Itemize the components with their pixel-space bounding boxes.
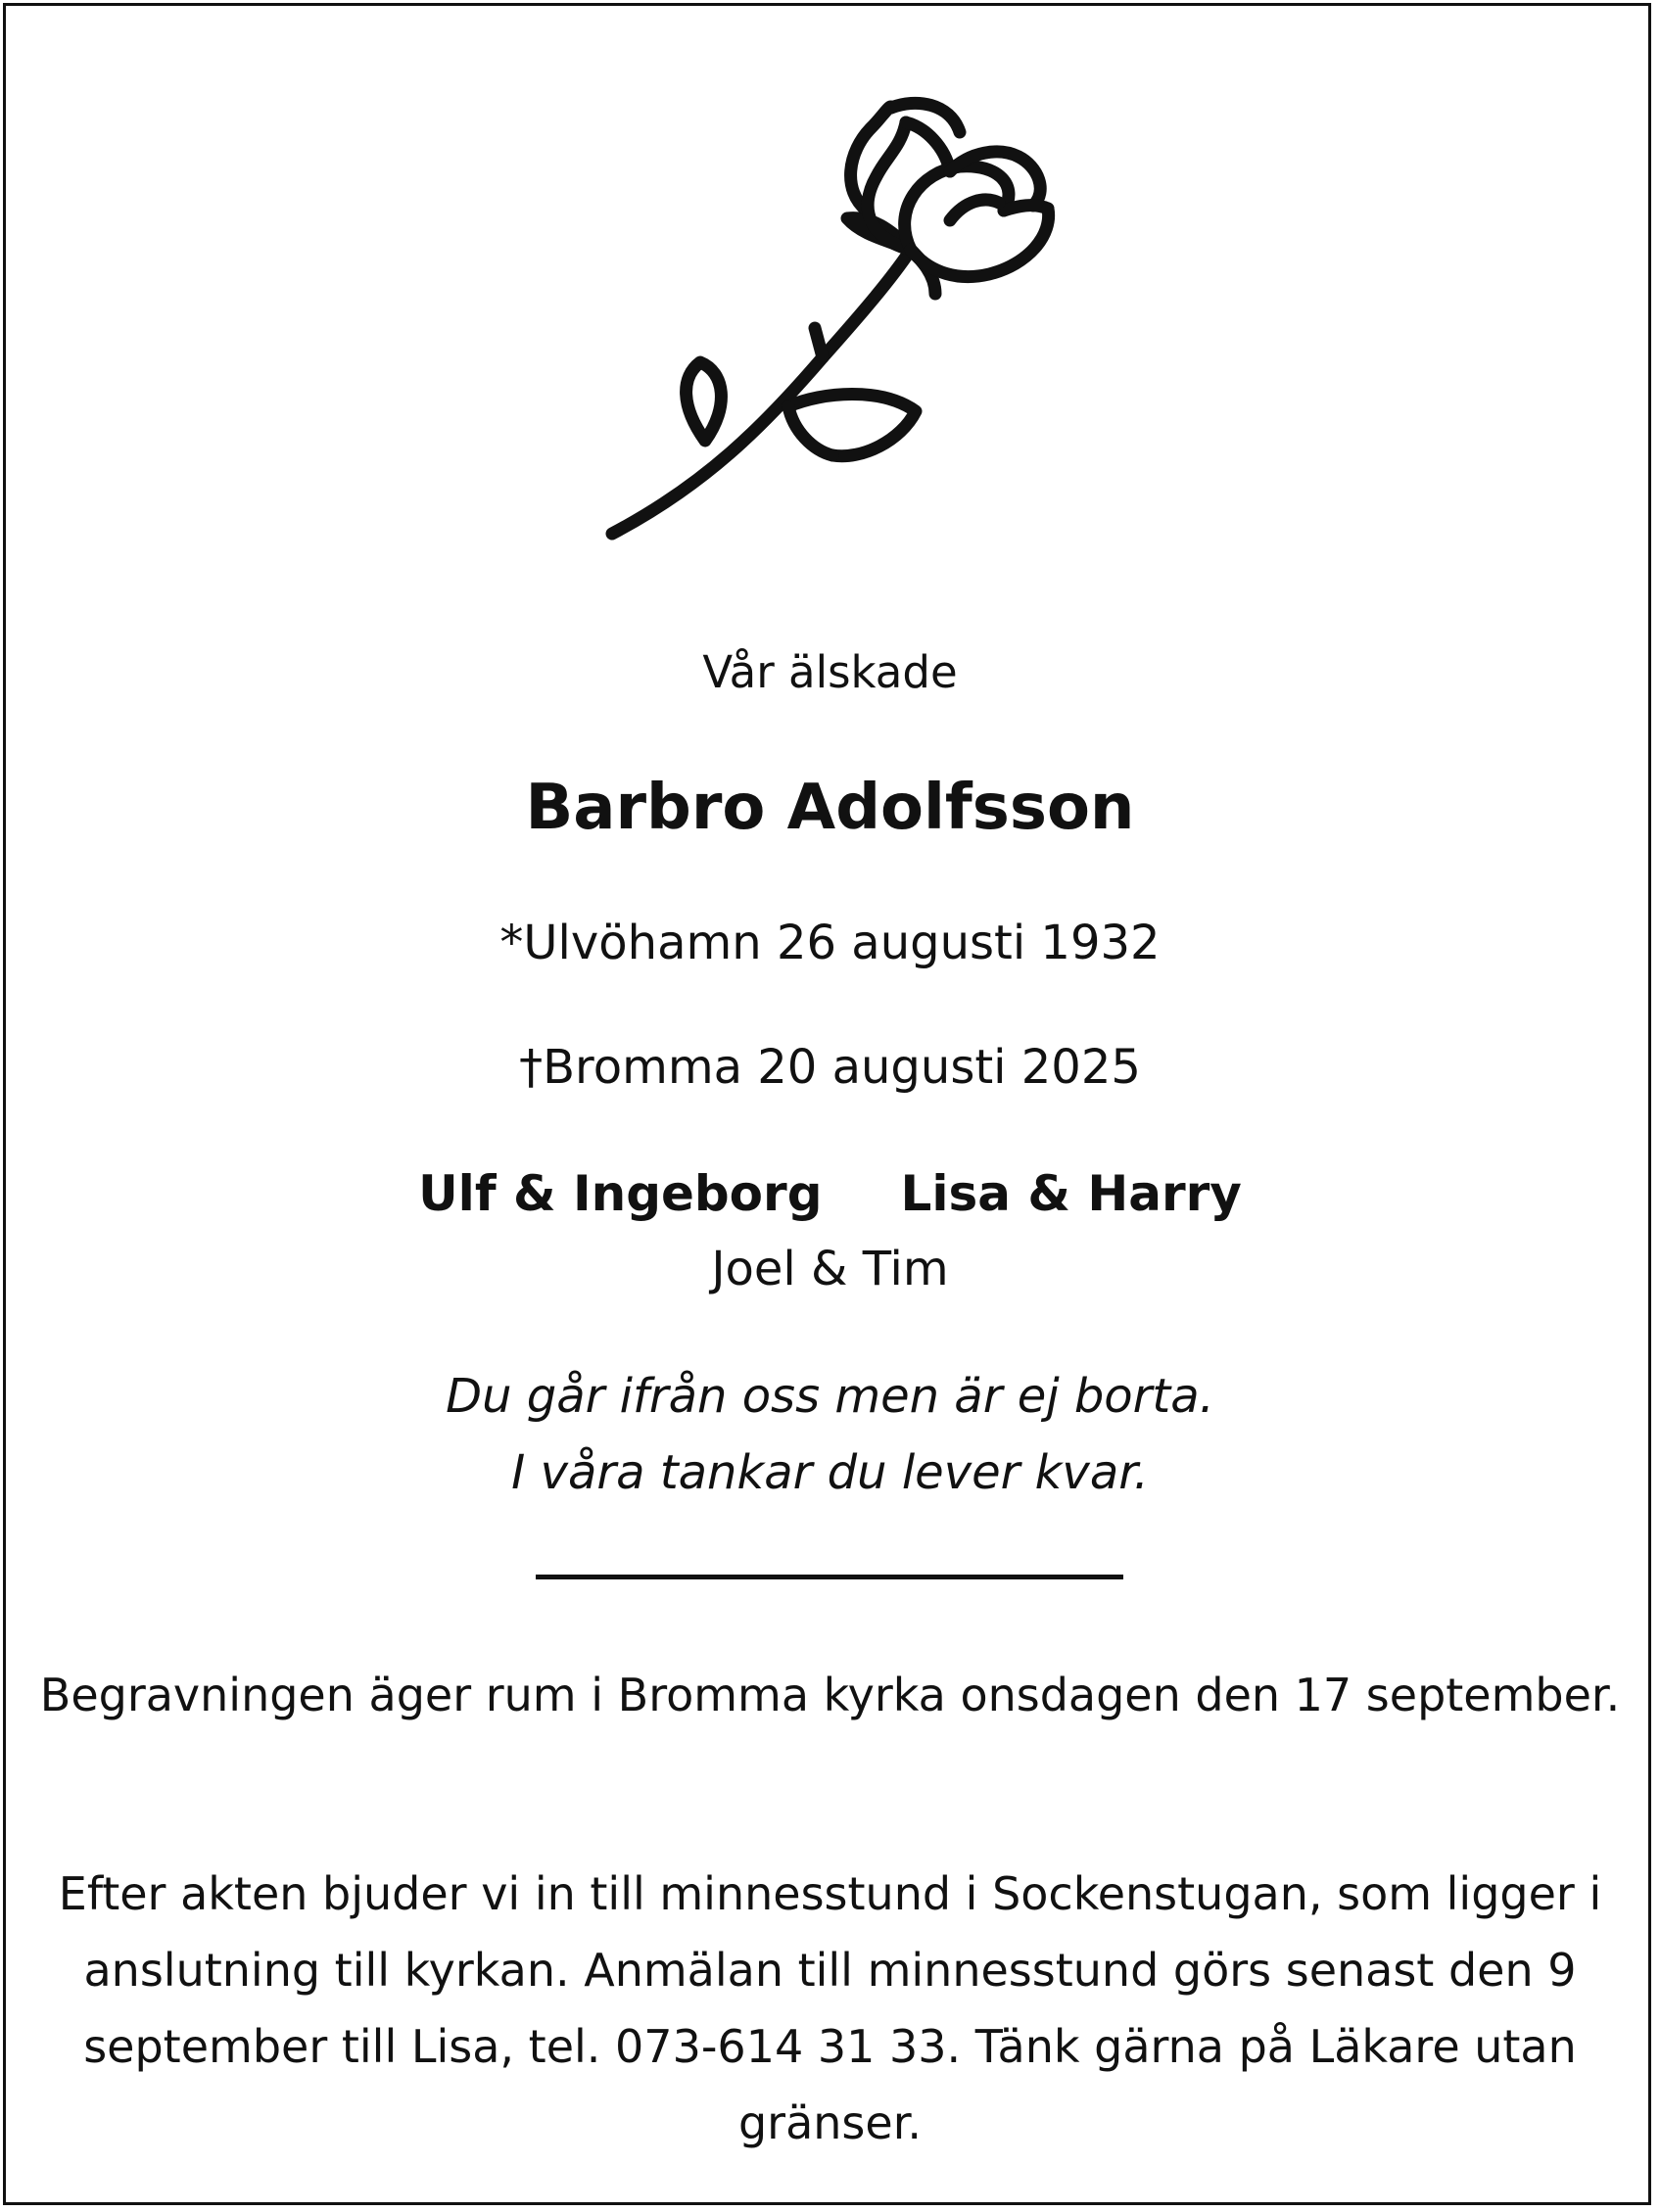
death-line: †Bromma 20 augusti 2025	[519, 1040, 1141, 1095]
deceased-name: Barbro Adolfsson	[525, 772, 1135, 844]
memorial-info: Efter akten bjuder vi in till minnesstund i Sockenstugan, som ligger i anslutning till kyrkan. Anmälan till minnesstund görs senast den 9 september till Lisa, tel. 073-614 31 33. Tänk gärna på Läkare utan gränser.	[58, 1867, 1602, 2149]
family-group-1: Ulf & Ingeborg	[418, 1165, 823, 1222]
verse-line-2: I våra tankar du lever kvar.	[511, 1445, 1149, 1500]
family-group-2: Lisa & Harry	[900, 1165, 1242, 1222]
intro-text: Vår älskade	[702, 646, 958, 698]
children-names: Joel & Tim	[711, 1242, 949, 1296]
birth-line: *Ulvöhamn 26 augusti 1932	[499, 916, 1161, 970]
funeral-info: Begravningen äger rum i Bromma kyrka onsdagen den 17 september.	[39, 1669, 1621, 1721]
family-names	[0, 1165, 1660, 1222]
divider-line	[536, 1575, 1123, 1579]
rose-icon	[597, 93, 1067, 543]
verse-line-1: Du går ifrån oss men är ej borta.	[446, 1369, 1214, 1424]
